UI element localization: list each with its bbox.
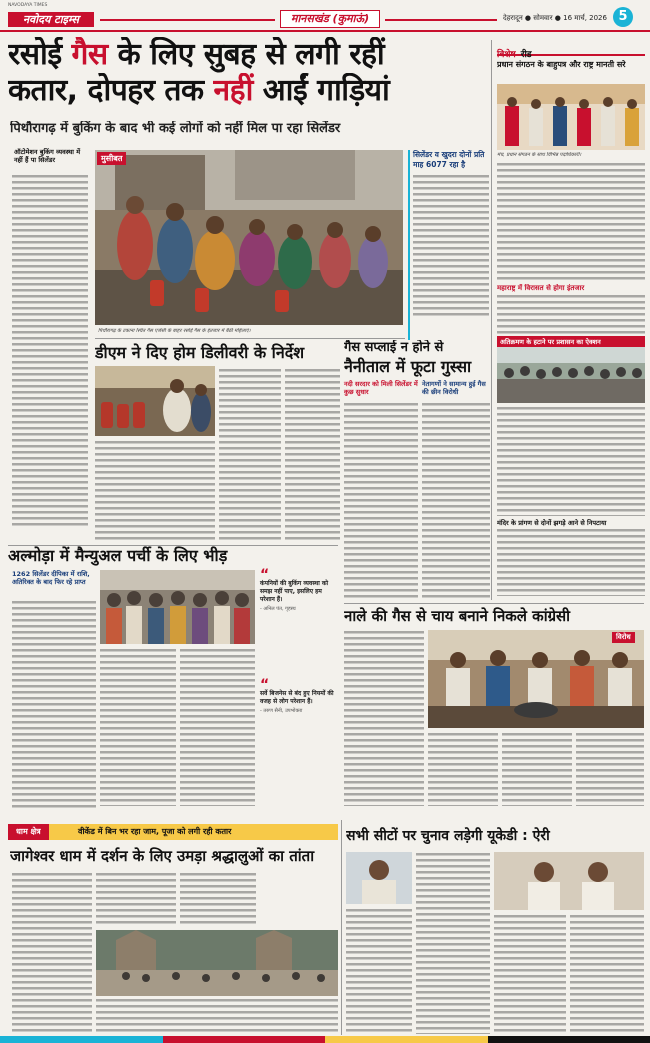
- story-6-body-1: [346, 908, 412, 1034]
- story-3-headline-1: गैस सप्लाई न होने से: [344, 340, 444, 355]
- right-column-body-4: [497, 528, 645, 596]
- story-4-quote-1-byline: - अनिल पंत, गृहस्थ: [260, 606, 296, 612]
- queue-of-women-photo: [95, 150, 403, 325]
- tea-protest-photo: [428, 630, 644, 728]
- story-5-body-1: [344, 630, 424, 806]
- dharm-body-1: [12, 872, 92, 1032]
- story-4-quote-1: [260, 567, 338, 612]
- lead-quote-text: सिलेंडर व खुदरा दोनों प्रति माह 6077 रहा है: [413, 150, 485, 169]
- lead-headline: [8, 37, 488, 109]
- right-column-body-2: [497, 294, 645, 334]
- lead-body-col-1: [12, 174, 88, 529]
- masthead-date: देहरादून ● सोमवार ● 16 मार्च, 2026: [503, 14, 607, 22]
- story-6-photo-2: [494, 852, 644, 910]
- story-5-tag: विरोध: [612, 632, 635, 643]
- leader-portrait-2: [494, 852, 644, 910]
- right-column-subhead-3: मंदिर के प्रांगण से दोनों झगड़े आने से निपटाया: [497, 519, 607, 527]
- column-rule-2: [341, 820, 342, 1035]
- story-4-kicker: 1262 सिलेंडर दीपिका में राशि, अतिरिक्त के बाद फिर रहे प्राप्त: [12, 570, 90, 586]
- story-5-headline: नाले की गैस से चाय बनाने निकले कांग्रेसी: [344, 607, 571, 625]
- page-number: 5: [613, 7, 633, 27]
- dharm-strip-text: वीकेंड में बिन भर रहा जाम, पूजा को लगी रही कतार: [78, 827, 232, 836]
- story-3-body-2: [422, 402, 490, 600]
- dharm-body-3: [180, 872, 256, 926]
- lead-quote-box: [408, 150, 488, 340]
- masthead-rule-right: [385, 19, 497, 21]
- story-4-body-1: [12, 600, 96, 810]
- leader-portrait-1: [346, 852, 412, 904]
- story-3-kicker: नदी सरदार को मिली सिलेंडर में कुछ सुधार: [344, 380, 418, 396]
- dharm-body-2: [96, 872, 176, 926]
- right-column-subhead-2: अतिक्रमण के हटाने पर प्रशासन का ऐक्शन: [497, 336, 645, 347]
- story-5-body-5: [576, 732, 644, 806]
- right-column-kicker: विशेष रीड: [497, 42, 645, 56]
- quote-mark-icon: “: [260, 567, 270, 583]
- bottom-print-bar: [0, 1036, 650, 1043]
- story-5-body-4: [502, 732, 572, 806]
- story-4-body-2: [100, 648, 176, 806]
- story-2-top-rule: [95, 338, 405, 339]
- story-2-body-2: [95, 440, 215, 542]
- lead-photo-tag: मुसीबत: [97, 152, 126, 165]
- story-4-quote-1-text: कंपनियों की बुकिंग व्यवस्था को समझ नहीं पाए, इसलिए हम परेशान हैं।: [260, 580, 329, 603]
- story-4-photo: [100, 570, 255, 644]
- story-3-headline-2: नैनीताल में फूटा गुस्सा: [344, 357, 472, 376]
- masthead: [0, 0, 650, 32]
- story-4-quote-2: [260, 677, 338, 714]
- story-2-photo: [95, 366, 215, 436]
- right-column-subhead-1: महाराष्ट्र में विरासत से होगा इंतजार: [497, 284, 585, 292]
- story-2-headline: डीएम ने दिए होम डिलीवरी के निर्देश: [95, 343, 305, 362]
- dharm-headline: जागेश्वर धाम में दर्शन के लिए उमड़ा श्रद्धालुओं का तांता: [10, 847, 315, 865]
- masthead-left-logo: नवोदय टाइम्स: [8, 12, 94, 27]
- lead-quote-body: [413, 174, 489, 319]
- story-6-body-2: [416, 852, 490, 1034]
- lead-side-kicker: ऑटोमेशन बुकिंग व्यवस्था में नहीं हैं पा सिलेंडर: [14, 148, 81, 164]
- story-3-body-1: [344, 402, 418, 600]
- lead-headline-line-2: कतार, दोपहर तक नहीं आईं गाड़ियां: [8, 73, 390, 108]
- story-2-body-1: [219, 368, 281, 542]
- right-column-body-3: [497, 406, 645, 516]
- group-photo: [497, 84, 645, 150]
- right-column-headline: प्रधान संगठन के बाहुपत्र और राष्ट्र मानती सरे: [497, 60, 626, 69]
- right-column-photo: [497, 84, 645, 150]
- story-6-headline: सभी सीटों पर चुनाव लड़ेगी यूकेडी : ऐरी: [346, 828, 550, 844]
- lead-photo-caption: पिथौरागढ़ के टकाना स्थित गैस एजेंसी के बाहर रसोई गैस के इंतजार में बैठी महिलाएं।: [98, 328, 251, 334]
- story-4-quote-2-text: सर्वे बिजनेस से बंद हुए नियमों की वजह से लोग परेशान हैं।: [260, 690, 334, 705]
- story-6-body-3: [494, 914, 566, 1034]
- story-6-body-4: [570, 914, 644, 1034]
- right-column-body-1: [497, 162, 645, 282]
- story-4-quote-2-byline: - तरुण सैनी, उपभोक्ता: [260, 708, 303, 714]
- masthead-tiny-label: NAVODAYA TIMES: [8, 3, 48, 8]
- quote-mark-icon-2: “: [260, 677, 270, 693]
- dharm-body-4: [96, 998, 338, 1032]
- cylinder-shop-photo: [95, 366, 215, 436]
- dharm-tag: धाम क्षेत्र: [8, 824, 49, 840]
- temple-crowd-photo: [96, 930, 338, 996]
- masthead-center-logo: मानसखंड (कुमाऊं): [280, 10, 380, 28]
- column-rule-1: [491, 40, 492, 600]
- queue-crowd-photo: [100, 570, 255, 644]
- dharm-photo: [96, 930, 338, 996]
- story-5-top-rule: [344, 603, 644, 604]
- right-column-caption: मंच, प्रधान संगठन के साथ विभिन्न पदाधिकारी।: [497, 152, 582, 158]
- story-6-photo-1: [346, 852, 412, 904]
- lead-headline-line-1: रसोई गैस के लिए सुबह से लगी रहीं: [8, 37, 385, 72]
- crowd-photo: [497, 347, 645, 403]
- dharm-strip: [8, 824, 338, 840]
- lead-subhead: पिथौरागढ़ में बुकिंग के बाद भी कई लोगों को नहीं मिल पा रहा सिलेंडर: [10, 121, 341, 136]
- story-4-body-3: [180, 648, 255, 806]
- lead-photo: [95, 150, 403, 325]
- story-4-headline: अल्मोड़ा में मैन्युअल पर्ची के लिए भीड़: [8, 546, 228, 565]
- story-5-body-3: [428, 732, 498, 806]
- right-column-crowd-photo: [497, 347, 645, 403]
- story-2-body-3: [285, 368, 340, 542]
- story-3-sub-kicker: नेतागणों ने सामान्य हुई गैस की छीन विरोधी: [422, 380, 486, 396]
- story-5-photo: [428, 630, 644, 728]
- masthead-rule-left: [100, 19, 275, 21]
